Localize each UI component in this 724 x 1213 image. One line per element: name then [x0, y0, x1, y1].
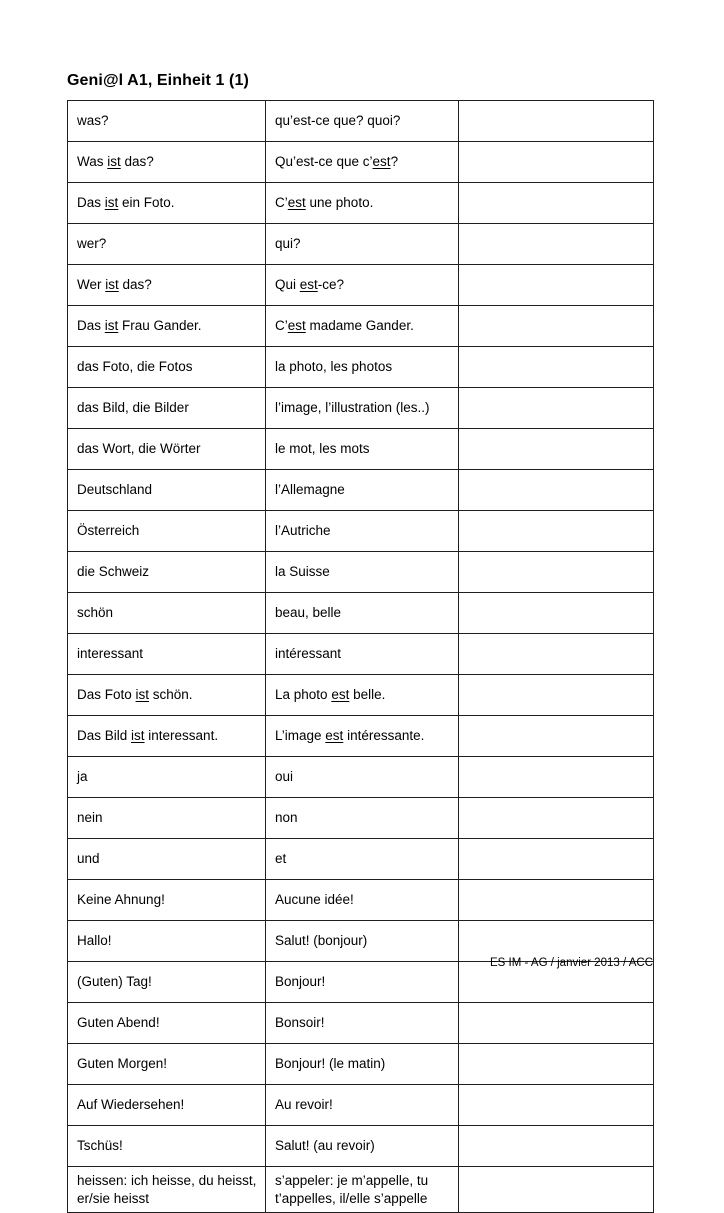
table-row	[68, 634, 654, 675]
vocab-cell-french: qui?	[266, 224, 459, 265]
vocab-cell-french: l’Allemagne	[266, 470, 459, 511]
vocab-cell-german: schön	[68, 593, 266, 634]
vocab-cell-german: Das Bild ist interessant.	[68, 716, 266, 757]
table-row	[68, 593, 654, 634]
table-row	[68, 839, 654, 880]
vocab-table	[67, 100, 654, 1213]
vocab-cell-french: Au revoir!	[266, 1085, 459, 1126]
table-row	[68, 101, 654, 142]
table-row	[68, 1003, 654, 1044]
vocab-cell-german: Das ist Frau Gander.	[68, 306, 266, 347]
vocab-cell-notes-empty	[459, 716, 654, 757]
vocab-cell-german: interessant	[68, 634, 266, 675]
vocab-cell-french: la Suisse	[266, 552, 459, 593]
vocab-cell-german: ja	[68, 757, 266, 798]
vocab-cell-notes-empty	[459, 429, 654, 470]
vocab-cell-german: das Foto, die Fotos	[68, 347, 266, 388]
vocab-cell-notes-empty	[459, 265, 654, 306]
vocab-cell-notes-empty	[459, 470, 654, 511]
vocab-cell-notes-empty	[459, 1126, 654, 1167]
vocab-cell-french: Bonsoir!	[266, 1003, 459, 1044]
vocab-cell-notes-empty	[459, 1003, 654, 1044]
vocab-cell-notes-empty	[459, 1167, 654, 1213]
vocab-cell-german: Wer ist das?	[68, 265, 266, 306]
vocab-cell-notes-empty	[459, 921, 654, 962]
vocab-cell-german: und	[68, 839, 266, 880]
vocab-cell-french: beau, belle	[266, 593, 459, 634]
table-row	[68, 306, 654, 347]
vocab-cell-french: le mot, les mots	[266, 429, 459, 470]
table-row	[68, 347, 654, 388]
vocab-cell-german: Hallo!	[68, 921, 266, 962]
vocab-cell-german: Österreich	[68, 511, 266, 552]
vocab-cell-french: Bonjour! (le matin)	[266, 1044, 459, 1085]
vocab-cell-french: l’Autriche	[266, 511, 459, 552]
vocab-cell-french: la photo, les photos	[266, 347, 459, 388]
table-row	[68, 675, 654, 716]
table-row	[68, 921, 654, 962]
vocab-cell-german: Das ist ein Foto.	[68, 183, 266, 224]
vocab-cell-notes-empty	[459, 224, 654, 265]
vocab-cell-notes-empty	[459, 593, 654, 634]
vocab-cell-german: Guten Morgen!	[68, 1044, 266, 1085]
vocab-cell-notes-empty	[459, 675, 654, 716]
table-row	[68, 552, 654, 593]
table-row	[68, 880, 654, 921]
table-row	[68, 429, 654, 470]
vocab-cell-german: nein	[68, 798, 266, 839]
table-row	[68, 142, 654, 183]
vocab-cell-notes-empty	[459, 511, 654, 552]
table-row	[68, 224, 654, 265]
vocab-cell-german: Guten Abend!	[68, 1003, 266, 1044]
vocab-cell-french: Aucune idée!	[266, 880, 459, 921]
vocab-cell-german: Auf Wiedersehen!	[68, 1085, 266, 1126]
table-row	[68, 798, 654, 839]
vocab-cell-notes-empty	[459, 798, 654, 839]
table-row	[68, 183, 654, 224]
vocab-cell-french: L’image est intéressante.	[266, 716, 459, 757]
table-row	[68, 1167, 654, 1213]
vocab-cell-french: Salut! (bonjour)	[266, 921, 459, 962]
vocab-cell-french: qu’est-ce que? quoi?	[266, 101, 459, 142]
vocab-cell-french: C’est madame Gander.	[266, 306, 459, 347]
vocab-cell-notes-empty	[459, 101, 654, 142]
table-row	[68, 1044, 654, 1085]
vocab-cell-french: s’appeler: je m’appelle, tu t’appelles, il/elle s’appelle	[266, 1167, 459, 1213]
vocab-cell-notes-empty	[459, 839, 654, 880]
vocab-cell-french: non	[266, 798, 459, 839]
footer-credit: ES IM - AG / janvier 2013 / ACC	[490, 957, 653, 969]
vocab-cell-notes-empty	[459, 142, 654, 183]
table-row	[68, 265, 654, 306]
vocab-cell-german: Was ist das?	[68, 142, 266, 183]
table-row	[68, 470, 654, 511]
vocab-cell-french: La photo est belle.	[266, 675, 459, 716]
vocab-cell-notes-empty	[459, 1085, 654, 1126]
vocab-cell-notes-empty	[459, 306, 654, 347]
vocab-cell-german: die Schweiz	[68, 552, 266, 593]
vocab-cell-french: intéressant	[266, 634, 459, 675]
vocab-cell-german: heissen: ich heisse, du heisst, er/sie heisst	[68, 1167, 266, 1213]
vocab-cell-notes-empty	[459, 1044, 654, 1085]
vocab-cell-german: was?	[68, 101, 266, 142]
vocab-cell-french: oui	[266, 757, 459, 798]
vocab-cell-german: Deutschland	[68, 470, 266, 511]
vocab-cell-notes-empty	[459, 880, 654, 921]
vocab-cell-german: Das Foto ist schön.	[68, 675, 266, 716]
vocab-cell-french: C’est une photo.	[266, 183, 459, 224]
vocab-cell-german: das Bild, die Bilder	[68, 388, 266, 429]
vocab-cell-french: Salut! (au revoir)	[266, 1126, 459, 1167]
vocab-cell-notes-empty	[459, 183, 654, 224]
table-row	[68, 716, 654, 757]
vocab-cell-french: Bonjour!	[266, 962, 459, 1003]
vocab-cell-german: Tschüs!	[68, 1126, 266, 1167]
table-row	[68, 511, 654, 552]
vocab-cell-notes-empty	[459, 388, 654, 429]
vocab-cell-german: wer?	[68, 224, 266, 265]
vocab-table-body	[68, 101, 654, 1213]
table-row	[68, 388, 654, 429]
table-row	[68, 757, 654, 798]
vocab-cell-notes-empty	[459, 757, 654, 798]
table-row	[68, 1085, 654, 1126]
vocab-cell-notes-empty	[459, 347, 654, 388]
vocab-cell-french: et	[266, 839, 459, 880]
vocab-cell-german: (Guten) Tag!	[68, 962, 266, 1003]
vocab-cell-german: das Wort, die Wörter	[68, 429, 266, 470]
vocab-cell-french: l’image, l’illustration (les..)	[266, 388, 459, 429]
vocab-cell-notes-empty	[459, 634, 654, 675]
vocab-cell-french: Qu’est-ce que c’est?	[266, 142, 459, 183]
vocab-cell-notes-empty	[459, 552, 654, 593]
table-row	[68, 1126, 654, 1167]
page-title: Geni@l A1, Einheit 1 (1)	[67, 72, 249, 89]
vocab-cell-german: Keine Ahnung!	[68, 880, 266, 921]
vocab-cell-french: Qui est-ce?	[266, 265, 459, 306]
